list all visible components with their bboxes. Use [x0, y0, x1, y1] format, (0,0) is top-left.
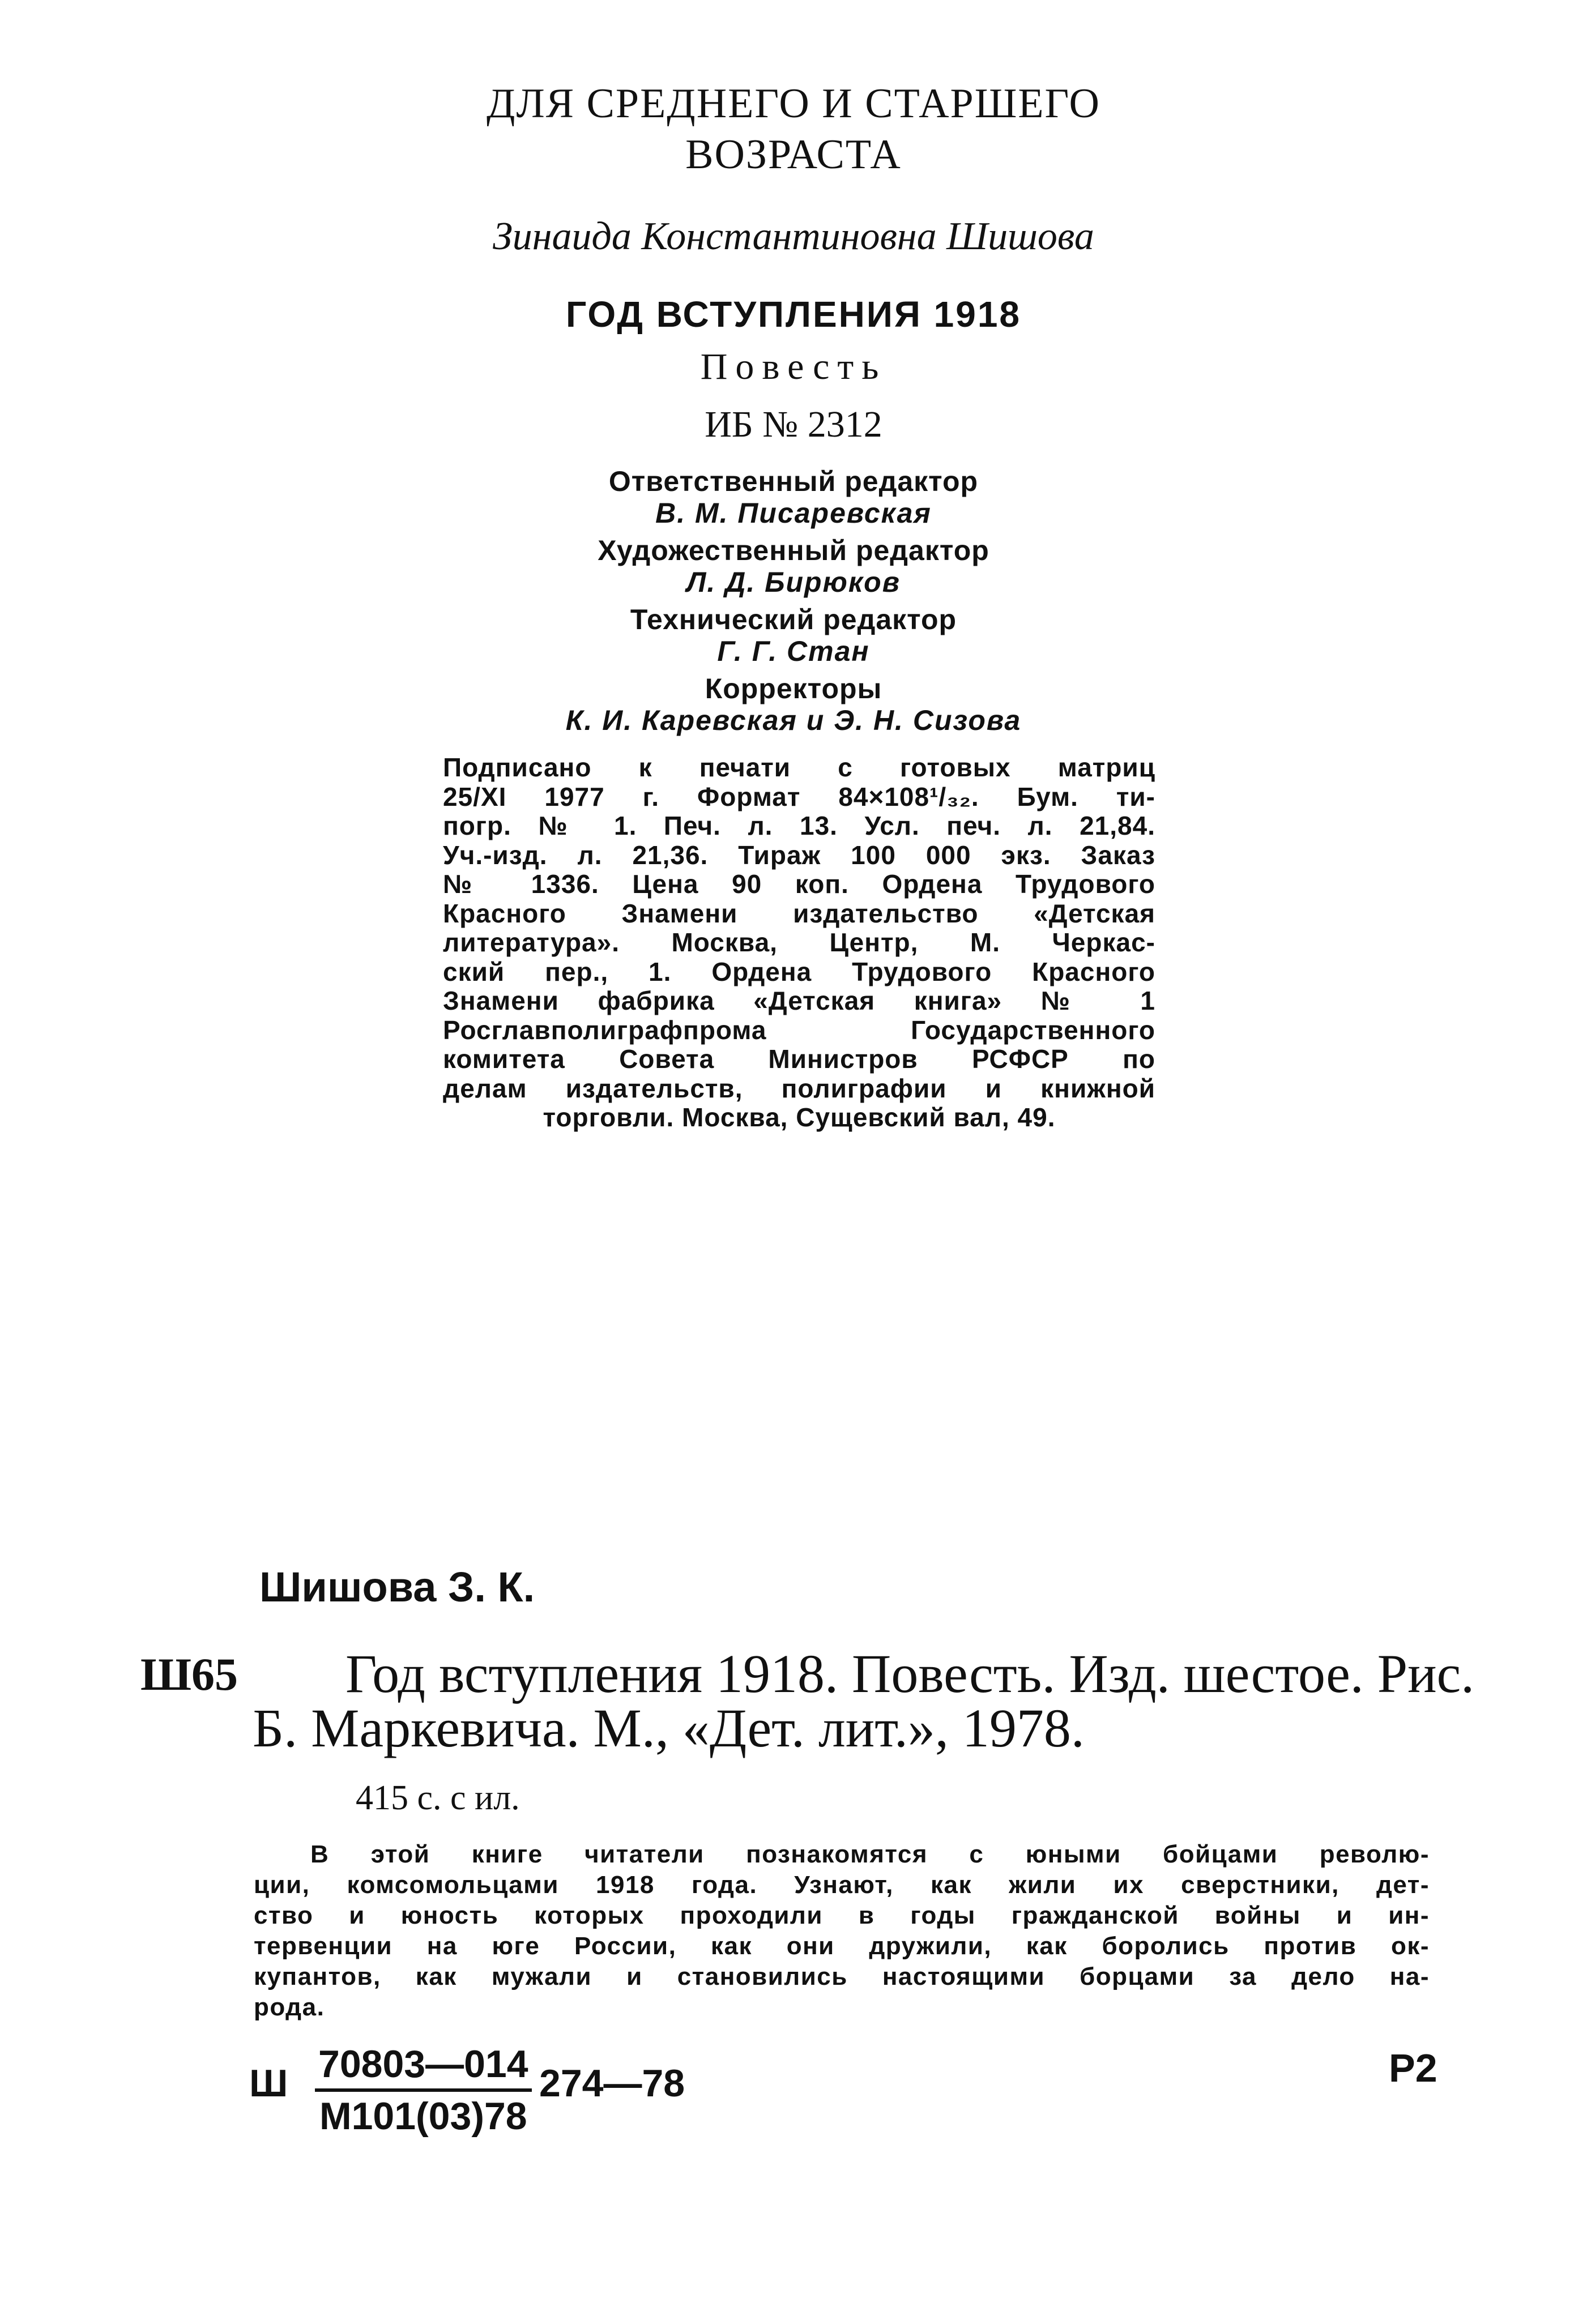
page-count: 415 с. с ил.: [356, 1779, 520, 1817]
imprint-line: № 1336. Цена 90 коп. Ордена Трудового: [443, 869, 1155, 899]
age-group-line: ВОЗРАСТА: [685, 131, 902, 178]
imprint-line: ский пер., 1. Ордена Трудового Красного: [443, 956, 1155, 986]
fraction-bar: [315, 2088, 532, 2092]
summary-line: рода.: [254, 1993, 325, 2021]
imprint-line: Уч.-изд. л. 21,36. Тираж 100 000 экз. Заказ: [443, 840, 1155, 870]
credit-role: Ответственный редактор: [608, 465, 979, 497]
imprint-line: торговли. Москва, Сущевский вал, 49.: [543, 1103, 1056, 1132]
imprint-line: погр. № 1. Печ. л. 13. Усл. печ. л. 21,84.: [443, 811, 1155, 840]
book-title: ГОД ВСТУПЛЕНИЯ 1918: [565, 294, 1022, 335]
index-tail: 274—78: [539, 2062, 685, 2105]
imprint-block: [443, 753, 1155, 1133]
index-letter: Ш: [249, 2062, 288, 2105]
catalog-author: Шишова З. К.: [259, 1563, 535, 1610]
credit-name: К. И. Каревская и Э. Н. Сизова: [565, 704, 1022, 736]
imprint-line: Красного Знамени издательство «Детская: [443, 898, 1155, 928]
credit-name: В. М. Писаревская: [655, 497, 932, 529]
summary-line: В этой книге читатели познакомятся с юными бойцами револю-: [310, 1840, 1430, 1868]
catalog-description-line: Год вступления 1918. Повесть. Изд. шестое. Рис.: [345, 1643, 1475, 1704]
credit-name: Л. Д. Бирюков: [686, 566, 901, 598]
index-numerator: 70803—014: [318, 2043, 528, 2086]
summary-line: купантов, как мужали и становились настоящими борцами за дело на-: [254, 1963, 1430, 1990]
catalog-code: Ш65: [140, 1648, 238, 1700]
imprint-line: 25/XI 1977 г. Формат 84×108¹/₃₂. Бум. ти-: [443, 781, 1155, 811]
imprint-line: Росглавполиграфпрома Государственного: [443, 1015, 1155, 1045]
catalog-description-line: Б. Маркевича. М., «Дет. лит.», 1978.: [253, 1698, 1085, 1758]
summary-line: тервенции на юге России, как они дружили, как боролись против ок-: [254, 1932, 1430, 1960]
summary-line: ции, комсомольцами 1918 года. Узнают, как жили их сверстники, дет-: [254, 1871, 1430, 1899]
index-denominator: М101(03)78: [319, 2095, 527, 2138]
credit-name: Г. Г. Стан: [717, 635, 870, 667]
credits-block: [0, 465, 1587, 742]
age-group-line: ДЛЯ СРЕДНЕГО И СТАРШЕГО: [487, 80, 1100, 127]
summary-line: ство и юность которых проходили в годы гражданской войны и ин-: [254, 1902, 1430, 1929]
credit-role: Корректоры: [705, 673, 882, 704]
author-full-name: Зинаида Константиновна Шишова: [493, 215, 1094, 258]
credit-role: Художественный редактор: [598, 535, 989, 566]
bbk-code: Р2: [1389, 2046, 1437, 2090]
imprint-line: литература». Москва, Центр, М. Черкас-: [443, 928, 1155, 957]
imprint-line: Знамени фабрика «Детская книга» № 1: [443, 986, 1155, 1015]
summary-paragraph: [254, 1839, 1430, 2023]
imprint-line: комитета Совета Министров РСФСР по: [443, 1044, 1155, 1074]
index-fraction: [315, 2042, 532, 2138]
book-genre: Повесть: [700, 346, 887, 387]
ib-number: ИБ № 2312: [705, 404, 882, 445]
age-group-heading: [0, 78, 1587, 180]
imprint-line: делам издательств, полиграфии и книжной: [443, 1073, 1155, 1103]
imprint-line: Подписано к печати с готовых матриц: [443, 753, 1155, 782]
credit-role: Технический редактор: [630, 604, 957, 635]
